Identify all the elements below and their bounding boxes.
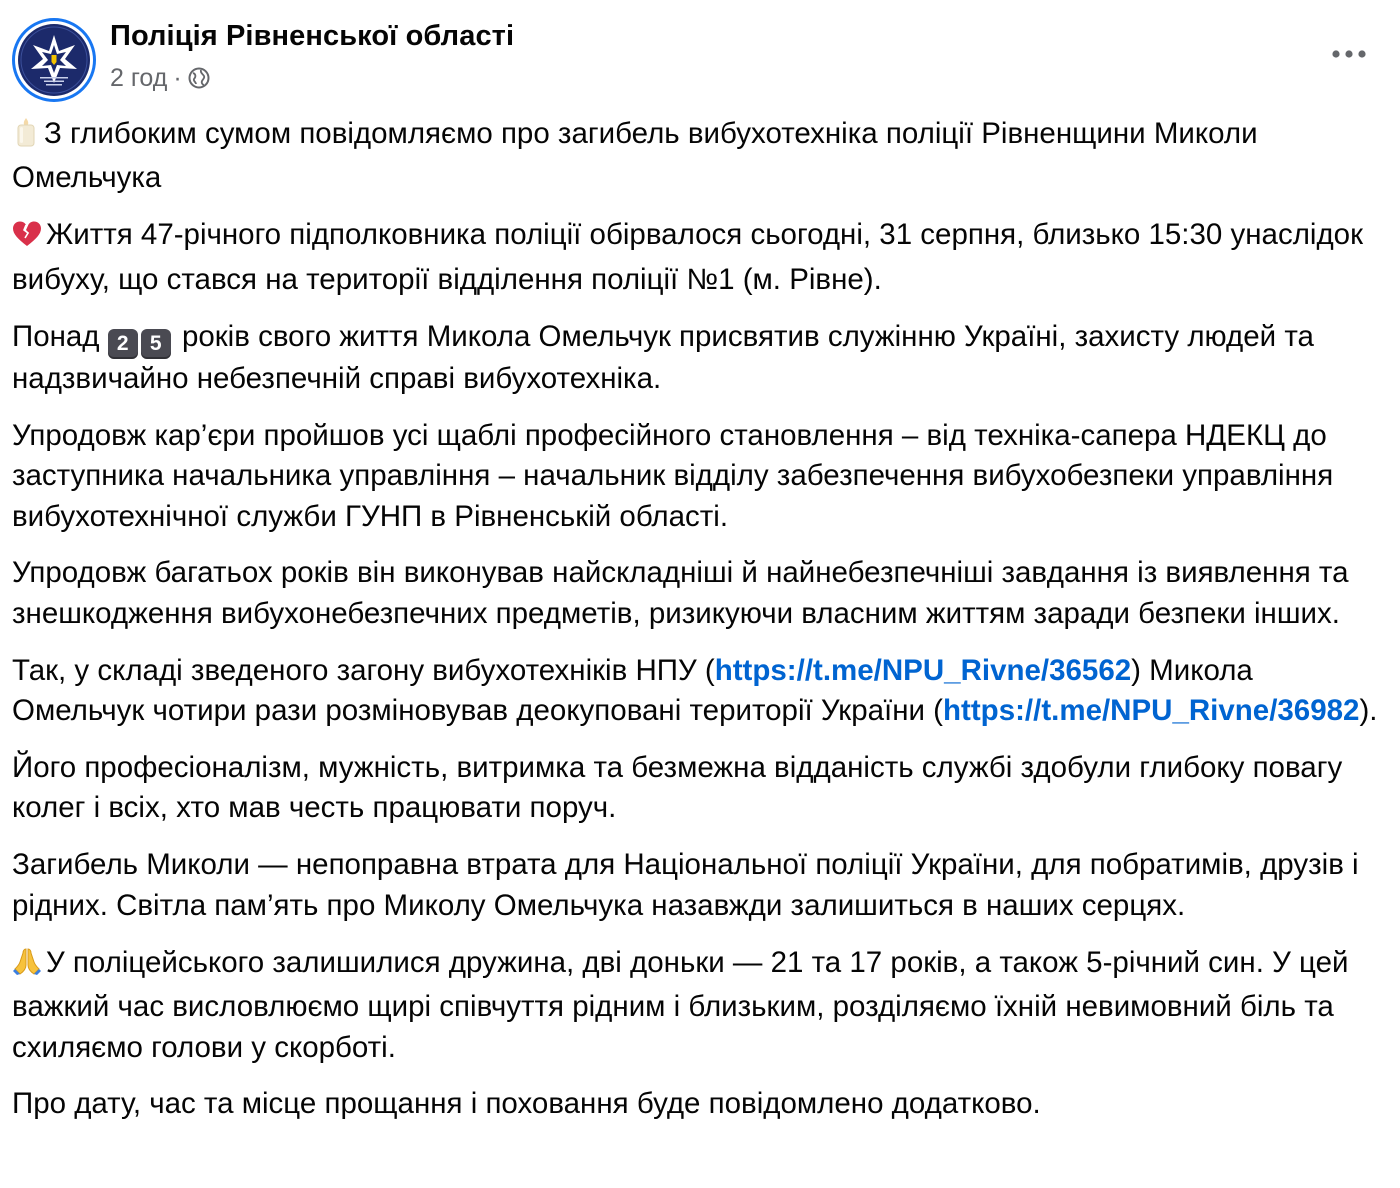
keycap-digit-5: 5 <box>141 329 171 359</box>
paragraph-1-text: З глибоким сумом повідомляємо про загибель вибухотехніка поліції Рівненщини Миколи Омельчука <box>12 117 1258 195</box>
paragraph-1 <box>12 114 1390 199</box>
more-options-icon <box>1331 49 1367 59</box>
paragraph-7 <box>12 748 1390 829</box>
globe-icon <box>188 67 210 89</box>
paragraph-6-part-2: ) Микола Омельчук чотири рази розміновував деокуповані території України ( <box>12 653 1253 728</box>
paragraph-10-text: Про дату, час та місце прощання і поховання буде повідомлено додатково. <box>12 1087 1041 1121</box>
paragraph-8-text: Загибель Миколи — непоправна втрата для Національної поліції України, для побратимів, друзів і рідних. Світла пам’ять про Миколу Омельчука назавжди залишиться в наших серцях. <box>12 848 1359 922</box>
police-emblem-icon <box>15 21 93 99</box>
paragraph-5 <box>12 553 1390 634</box>
page-avatar[interactable] <box>12 18 96 102</box>
paragraph-9 <box>12 943 1390 1068</box>
more-options-button[interactable] <box>1326 38 1372 70</box>
paragraph-4 <box>12 416 1390 537</box>
paragraph-8 <box>12 845 1390 926</box>
page-name[interactable]: Поліція Рівненської області <box>110 20 515 52</box>
paragraph-3-prefix: Понад <box>12 319 100 353</box>
keycap-digit-2: 2 <box>108 329 138 359</box>
meta-separator: · <box>173 63 182 92</box>
paragraph-7-text: Його професіоналізм, мужність, витримка та безмежна відданість службі здобули глибоку повагу колег і всіх, хто мав честь працювати поруч. <box>12 751 1343 825</box>
telegram-link-1[interactable]: https://t.me/NPU_Rivne/36562 <box>714 653 1132 687</box>
paragraph-2-text: Життя 47-річного підполковника поліції обірвалося сьогодні, 31 серпня, близько 15:30 унаслідок вибуху, що стався на території відділення поліції №1 (м. Рівне). <box>12 218 1363 296</box>
post-text <box>12 114 1390 1141</box>
paragraph-5-text: Упродовж багатьох років він виконував найскладніші й найнебезпечніші завдання із виявлення та знешкодження вибухонебезпечних предметів, ризикуючи власним життям заради безпеки інших. <box>12 556 1349 630</box>
paragraph-3 <box>12 317 1390 400</box>
post-header <box>12 18 1388 102</box>
paragraph-6-part-1: Так, у складі зведеного загону вибухотехніків НПУ ( <box>12 653 715 687</box>
paragraph-2 <box>12 215 1390 300</box>
paragraph-9-text: У поліцейського залишилися дружина, дві доньки — 21 та 17 років, а також 5-річний син. У цей важкий час висловлюємо щирі співчуття рідним і близьким, розділяємо їхній невимовний біль та схиляємо голови у скорботі. <box>12 945 1349 1064</box>
telegram-link-2[interactable]: https://t.me/NPU_Rivne/36982 <box>943 694 1360 728</box>
folded-hands-icon <box>12 946 42 987</box>
candle-icon <box>12 117 40 158</box>
paragraph-3-text: років свого життя Микола Омельчук присвятив служінню Україні, захисту людей та надзвичайно небезпечній справі вибухотехніка. <box>12 319 1314 395</box>
paragraph-10 <box>12 1084 1390 1124</box>
paragraph-6 <box>12 651 1390 732</box>
post-meta <box>110 62 210 94</box>
post-timestamp[interactable]: 2 год <box>110 63 168 92</box>
paragraph-4-text: Упродовж кар’єри пройшов усі щаблі професійного становлення – від техніка-сапера НДЕКЦ до заступника начальника управління – начальник відділу забезпечення вибухобезпеки управління вибухотехнічної служби ГУНП в Рівненській області. <box>12 418 1334 533</box>
broken-heart-icon <box>12 219 42 259</box>
paragraph-6-part-3: ). <box>1359 694 1378 728</box>
